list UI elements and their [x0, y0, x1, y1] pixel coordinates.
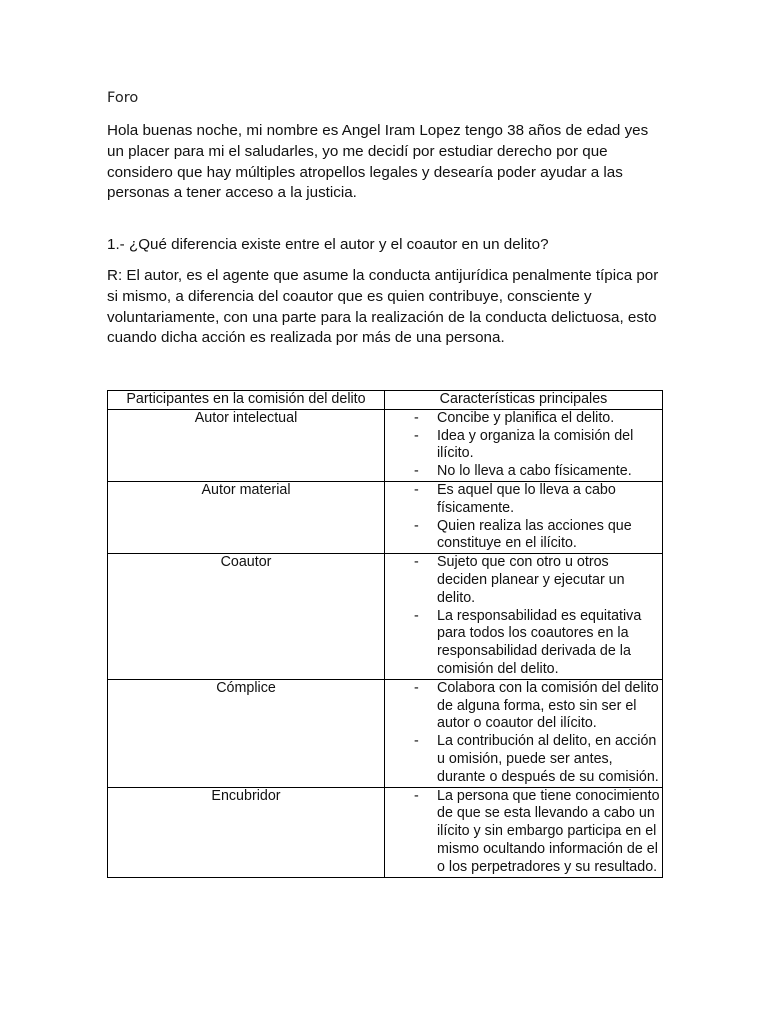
participant-role: Autor material [108, 481, 385, 553]
participant-role: Encubridor [108, 787, 385, 877]
header-characteristics: Características principales [385, 391, 663, 410]
list-item: - La persona que tiene conocimiento de que se esta llevando a cabo un ilícito y sin embargo participa en el mismo ocultando información de el o los perpetradores y su resultado. [437, 788, 662, 877]
characteristics-cell [385, 554, 663, 680]
table-header-row [108, 391, 663, 410]
characteristics-cell [385, 409, 663, 481]
characteristics-cell [385, 679, 663, 787]
participant-role: Coautor [108, 554, 385, 680]
intro-paragraph: Hola buenas noche, mi nombre es Angel Iram Lopez tengo 38 años de edad yes un placer para mi el saludarles, yo me decidí por estudiar derecho por que considero que hay múltiples atropellos legales y desearía poder ayudar a las personas a tener acceso a la justicia. [107, 122, 649, 202]
list-item: - La responsabilidad es equitativa para todos los coautores en la responsabilidad derivada de la comisión del delito. [437, 608, 662, 679]
list-item: - La contribución al delito, en acción u omisión, puede ser antes, durante o después de su comisión. [437, 733, 662, 786]
table-row [108, 679, 663, 787]
characteristics-cell [385, 787, 663, 877]
list-item: - Es aquel que lo lleva a cabo físicamente. [437, 482, 662, 518]
table-row [108, 481, 663, 553]
list-item: - Sujeto que con otro u otros deciden planear y ejecutar un delito. [437, 554, 662, 607]
document-title: Foro [107, 90, 139, 106]
list-item: - Colabora con la comisión del delito de alguna forma, esto sin ser el autor o coautor del ilícito. [437, 680, 662, 733]
table-row [108, 554, 663, 680]
question-text: 1.- ¿Qué diferencia existe entre el autor y el coautor en un delito? [107, 236, 549, 253]
characteristics-cell [385, 481, 663, 553]
table-row [108, 409, 663, 481]
list-item: - Quien realiza las acciones que constituye en el ilícito. [437, 518, 662, 554]
table-row [108, 787, 663, 877]
header-participants: Participantes en la comisión del delito [108, 391, 385, 410]
answer-paragraph: R: El autor, es el agente que asume la conducta antijurídica penalmente típica por si mismo, a diferencia del coautor que es quien contribuye, consciente y voluntariamente, con una parte para la realización de la conducta delictuosa, esto cuando dicha acción es realizada por más de una persona. [107, 267, 659, 347]
participant-role: Cómplice [108, 679, 385, 787]
list-item: - Idea y organiza la comisión del ilícito. [437, 428, 662, 464]
list-item: - Concibe y planifica el delito. [437, 410, 662, 428]
list-item: - No lo lleva a cabo físicamente. [437, 463, 662, 481]
participant-role: Autor intelectual [108, 409, 385, 481]
participants-table [107, 390, 663, 878]
